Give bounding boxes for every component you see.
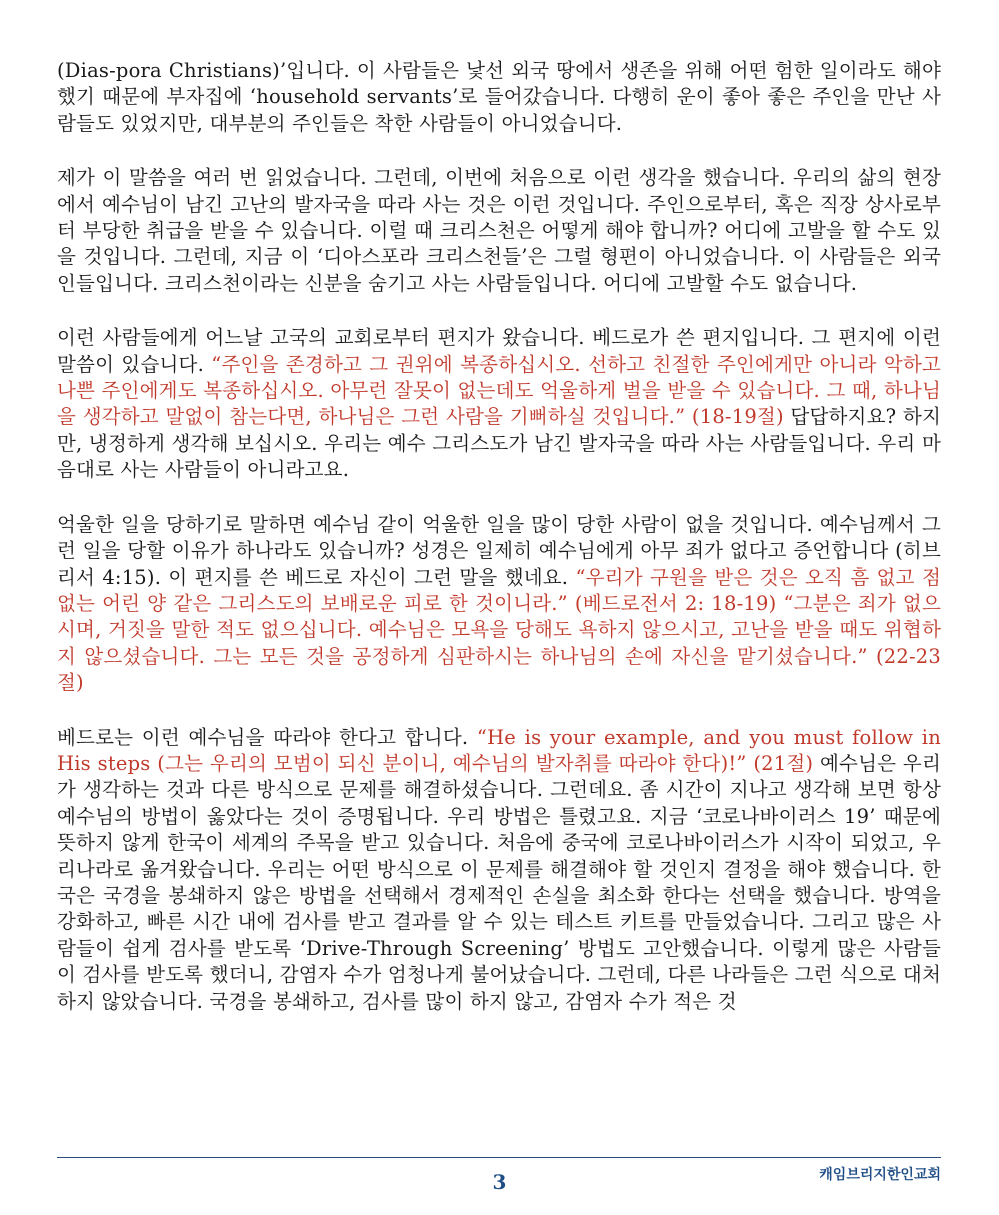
paragraph-text: 답답하지요? 하지만, 냉정하게 생각해 보십시오. 우리는 예수 그리스도가 남긴 발자국을 따라 사는 사람들입니다. 우리 마음대로 사는 사람들이 아니라고요. <box>57 405 941 482</box>
paragraph <box>57 58 941 137</box>
paragraph-text: 이런 사람들에게 어느날 고국의 교회로부터 편지가 왔습니다. 베드로가 쓴 편지입니다. 그 편지에 이런 말씀이 있습니다. <box>57 326 941 376</box>
scripture-quote: “우리가 구원을 받은 것은 오직 흠 없고 점 없는 어린 양 같은 그리스도의 보배로운 피로 한 것이니라.” (베드로전서 2: 18-19) “그분은 죄가 없으시며, 거짓을 말한 적도 없으십니다. 예수님은 모욕을 당해도 욕하지 않으시고, 고난을 받을 때도 위협하지 않으셨습니다. 그는 모든 것을 공정하게 심판하시는 하나님의 손에 자신을 맡기셨습니다.” (22-23절) <box>57 565 941 695</box>
paragraph <box>57 512 941 697</box>
page-number: 3 <box>492 1170 507 1194</box>
paragraph <box>57 725 941 1015</box>
scripture-quote: “He is your example, and you must follow in His steps (그는 우리의 모범이 되신 분이니, 예수님의 발자취를 따라야 한다)!” (21절) <box>57 725 941 775</box>
paragraph-text: 예수님은 우리가 생각하는 것과 다른 방식으로 문제를 해결하셨습니다. 그런데요. 좀 시간이 지나고 생각해 보면 항상 예수님의 방법이 옳았다는 것이 증명됩니다. 우리 방법은 틀렸고요. 지금 ‘코로나바이러스 19’ 때문에 뜻하지 않게 한국이 세계의 주목을 받고 있습니다. 처음에 중국에 코로나바이러스가 시작이 되었고, 우리나라로 옮겨왔습니다. 우리는 어떤 방식으로 이 문제를 해결해야 할 것인지 결정을 해야 했습니다. 한국은 국경을 봉쇄하지 않은 방법을 선택해서 경제적인 손실을 최소화 한다는 선택을 했습니다. 방역을 강화하고, 빠른 시간 내에 검사를 받고 결과를 알 수 있는 테스트 키트를 만들었습니다. 그리고 많은 사람들이 쉽게 검사를 받도록 ‘Drive-Through Screening’ 방법도 고안했습니다. 이렇게 많은 사람들이 검사를 받도록 했더니, 감염자 수가 엄청나게 불어났습니다. 그런데, 다른 나라들은 그런 식으로 대처하지 않았습니다. 국경을 봉쇄하고, 검사를 많이 하지 않고, 감염자 수가 적은 것 <box>57 751 941 1013</box>
paragraph-text: 억울한 일을 당하기로 말하면 예수님 같이 억울한 일을 많이 당한 사람이 없을 것입니다. 예수님께서 그런 일을 당할 이유가 하나라도 있습니까? 성경은 일제히 예수님에게 아무 죄가 없다고 증언합니다 (히브리서 4:15). 이 편지를 쓴 베드로 자신이 그런 말을 했네요. <box>57 512 941 589</box>
paragraph <box>57 165 941 297</box>
church-name: 캐임브리지한인교회 <box>819 1167 941 1183</box>
scripture-quote: “주인을 존경하고 그 권위에 복종하십시오. 선하고 친절한 주인에게만 아니라 악하고 나쁜 주인에게도 복종하십시오. 아무런 잘못이 없는데도 억울하게 벌을 받을 수 있습니다. 그 때, 하나님을 생각하고 말없이 참는다면, 하나님은 그런 사람을 기뻐하실 것입니다.” (18-19절) <box>57 352 941 429</box>
paragraph-text: 베드로는 이런 예수님을 따라야 한다고 합니다. <box>57 725 477 749</box>
paragraph-text: 제가 이 말씀을 여러 번 읽었습니다. 그런데, 이번에 처음으로 이런 생각을 했습니다. 우리의 삶의 현장에서 예수님이 남긴 고난의 발자국을 따라 사는 것은 이런 것입니다. 주인으로부터, 혹은 직장 상사로부터 부당한 취급을 받을 수 있습니다. 이럴 때 크리스천은 어떻게 해야 합니까? 어디에 고발을 할 수도 있을 것입니다. 그런데, 지금 이 ‘디아스포라 크리스천들’은 그럴 형편이 아니었습니다. 이 사람들은 외국인들입니다. 크리스천이라는 신분을 숨기고 사는 사람들입니다. 어디에 고발할 수도 없습니다. <box>57 166 941 295</box>
document-body <box>57 58 941 1043</box>
paragraph <box>57 325 941 483</box>
footer-divider <box>57 1157 941 1158</box>
paragraph-text: (Dias-pora Christians)’입니다. 이 사람들은 낯선 외국 땅에서 생존을 위해 어떤 험한 일이라도 해야 했기 때문에 부자집에 ‘household servants’로 들어갔습니다. 다행히 운이 좋아 좋은 주인을 만난 사람들도 있었지만, 대부분의 주인들은 착한 사람들이 아니었습니다. <box>57 59 941 135</box>
